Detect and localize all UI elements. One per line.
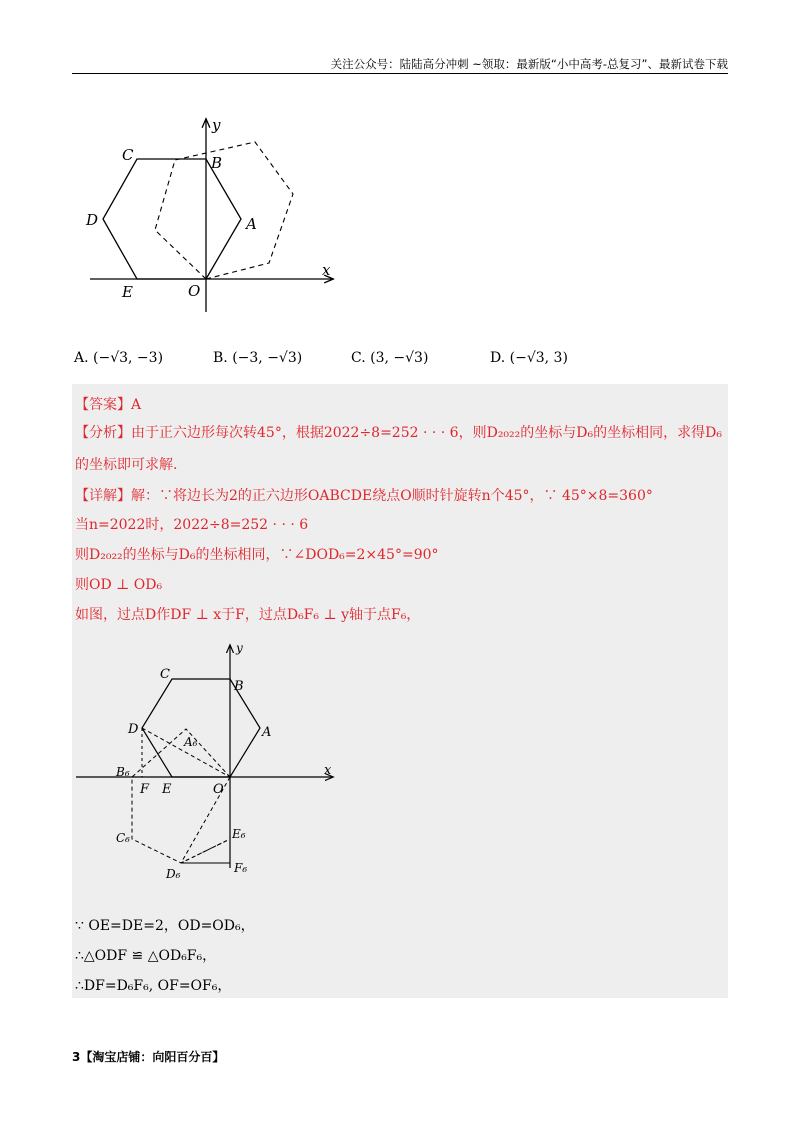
proof-step-1: ∵ OE=DE=2，OD=OD₆， xyxy=(75,918,255,934)
detail-line-3: 则D₂₀₂₂的坐标与D₆的坐标相同，∵∠DOD₆=2×45°=90° xyxy=(75,547,439,563)
label-A: A xyxy=(262,725,272,740)
hexagon-rotated xyxy=(155,142,293,279)
detail-line-4: 则OD ⊥ OD₆ xyxy=(75,577,163,593)
label-E: E xyxy=(162,782,172,797)
proof-step-2: ∴△ODF ≌ △OD₆F₆， xyxy=(75,948,217,964)
analysis-line-1: 【分析】由于正六边形每次转45°，根据2022÷8=252 · · · 6，则D₂₀₂₂的坐标与D₆的坐标相同，求得D₆ xyxy=(75,425,722,441)
detail-line-1: 【详解】解：∵将边长为2的正六边形OABCDE绕点O顺时针旋转n个45°，∵ 45°×8=360° xyxy=(75,488,653,504)
choice-b[interactable]: B. (−3, −√3) xyxy=(213,350,303,366)
figure-solution-diagram xyxy=(76,638,346,893)
label-C6: C₆ xyxy=(116,831,130,845)
header-divider xyxy=(72,73,728,74)
label-D: D xyxy=(86,211,99,229)
page-header: 关注公众号：陆陆高分冲刺 ~领取：最新版“小中高考-总复习”、最新试卷下载 xyxy=(330,57,728,71)
label-x: x xyxy=(322,261,331,279)
label-B: B xyxy=(234,679,244,694)
detail-line-2: 当n=2022时，2022÷8=252 · · · 6 xyxy=(75,517,309,533)
label-C: C xyxy=(122,146,134,164)
hexagon-OABCDE xyxy=(103,159,241,279)
label-O: O xyxy=(213,782,224,797)
label-y: y xyxy=(212,116,221,134)
label-F6: F₆ xyxy=(234,861,248,875)
label-D6: D₆ xyxy=(166,867,181,881)
answer-choices xyxy=(74,346,734,376)
label-A: A xyxy=(246,215,257,233)
choice-c[interactable]: C. (3, −√3) xyxy=(351,350,429,366)
figure-hexagon-rotation xyxy=(76,112,346,312)
label-x: x xyxy=(324,763,332,778)
label-A6: A₆ xyxy=(184,735,198,749)
page-footer: 3【淘宝店铺：向阳百分百】 xyxy=(72,1050,225,1064)
label-E6: E₆ xyxy=(232,827,246,841)
label-C: C xyxy=(160,667,170,682)
proof-step-3: ∴DF=D₆F₆, OF=OF₆， xyxy=(75,978,232,994)
label-O: O xyxy=(188,282,201,300)
solution-panel xyxy=(72,384,728,998)
detail-line-5: 如图，过点D作DF ⊥ x于F，过点D₆F₆ ⊥ y轴于点F₆， xyxy=(75,607,421,623)
label-E: E xyxy=(122,283,133,301)
label-D: D xyxy=(128,722,139,737)
analysis-line-2: 的坐标即可求解. xyxy=(75,457,178,473)
label-B6: B₆ xyxy=(116,765,130,779)
choice-a[interactable]: A. (−√3, −3) xyxy=(74,350,164,366)
choice-d[interactable]: D. (−√3, 3) xyxy=(490,350,568,366)
label-B: B xyxy=(211,154,223,172)
answer-line: 【答案】A xyxy=(75,397,142,413)
label-F: F xyxy=(140,782,150,797)
label-y: y xyxy=(236,641,243,655)
